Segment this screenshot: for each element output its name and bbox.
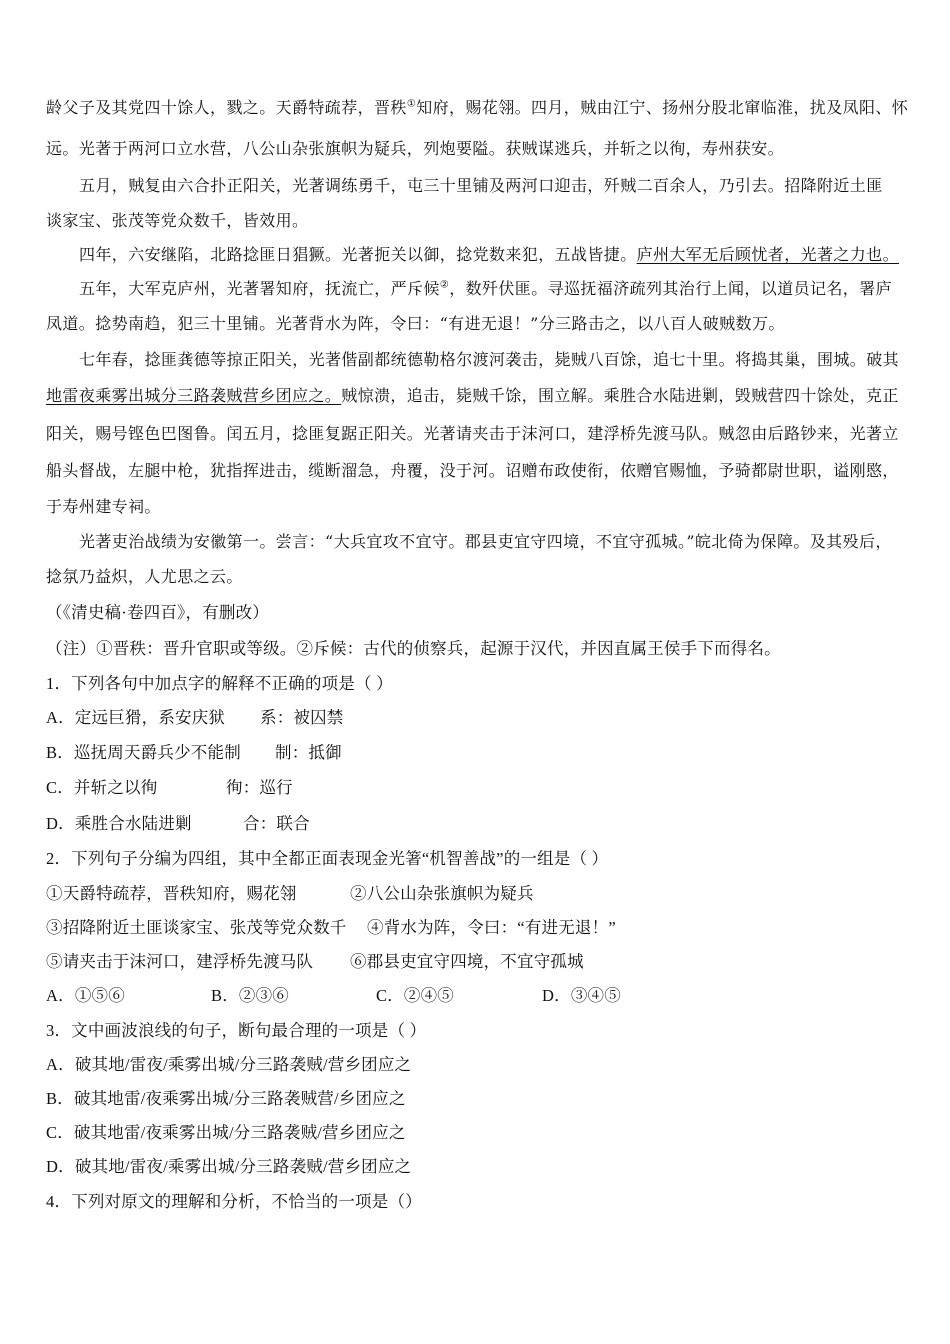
passage-line: 阳关，赐号铿色巴图鲁。闰五月，捻匪复踞正阳关。光著请夹击于沫河口，建浮桥先渡马队。贼忽由后路钞来，光著立 (46, 424, 899, 443)
question-2-choice-b[interactable]: B．②③⑥ (211, 986, 290, 1005)
question-1-stem: 1．下列各句中加点字的解释不正确的项是（ ） (46, 674, 393, 693)
footnote: （注）①晋秩：晋升官职或等级。②斥候：古代的侦察兵，起源于汉代，并因直属王侯手下而得名。 (46, 639, 781, 658)
passage-line: 地雷夜乘雾出城分三路袭贼营乡团应之。贼惊溃，追击，毙贼千馀，围立解。乘胜合水陆进剿，毁贼营四十馀处，克正 (46, 386, 899, 405)
passage-line: 于寿州建专祠。 (46, 497, 161, 516)
question-2-row: ①天爵特疏荐，晋秩知府，赐花翎 ②八公山杂张旗帜为疑兵 (46, 884, 534, 903)
passage-line: 船头督战，左腿中枪，犹指挥进击，缆断溜急，舟覆，没于河。诏赠布政使衔，依赠官赐恤，予骑都尉世职，谥刚愍， (46, 461, 899, 480)
question-3-option-a[interactable]: A．破其地/雷夜/乘雾出城/分三路袭贼/营乡团应之 (46, 1055, 412, 1074)
passage-line: 光著吏治战绩为安徽第一。尝言：“大兵宜攻不宜守。郡县吏宜守四境，不宜守孤城。”皖北倚为保障。及其殁后， (79, 532, 892, 551)
passage-line: 五年，大军克庐州，光著署知府，抚流亡，严斥候②，数歼伏匪。寻巡抚福济疏列其治行上闻，以道员记名，署庐 (79, 279, 892, 298)
underlined-sentence: 庐州大军无后顾忧者，光著之力也。 (636, 245, 900, 264)
question-1-option-d[interactable]: D．乘胜合水陆进剿 合：联合 (46, 814, 310, 833)
question-1-option-c[interactable]: C．并斩之以徇 徇：巡行 (46, 778, 293, 797)
passage-line: 四年，六安继陷，北路捻匪日猖獗。光著扼关以御，捻党数来犯，五战皆捷。庐州大军无后顾忧者，光著之力也。 (79, 245, 900, 264)
question-3-option-b[interactable]: B．破其地雷/夜乘雾出城/分三路袭贼营/乡团应之 (46, 1089, 406, 1108)
question-2-choice-a[interactable]: A．①⑤⑥ (46, 986, 125, 1005)
passage-line: 远。光著于两河口立水营，八公山杂张旗帜为疑兵，列炮要隘。获贼谋逃兵，并斩之以徇，寿州获安。 (46, 139, 785, 158)
question-2-row: ⑤请夹击于沫河口，建浮桥先渡马队 ⑥郡县吏宜守四境，不宜守孤城 (46, 952, 584, 971)
question-4-stem: 4．下列对原文的理解和分析，不恰当的一项是（） (46, 1192, 422, 1211)
wavy-sentence: 地雷夜乘雾出城分三路袭贼营乡团应之。 (46, 386, 342, 405)
passage-line: 龄父子及其党四十馀人，戮之。天爵特疏荐，晋秩①知府，赐花翎。四月，贼由江宁、扬州分股北窜临淮，扰及凤阳、怀 (46, 98, 909, 117)
question-2-choice-c[interactable]: C．②④⑤ (376, 986, 455, 1005)
question-3-option-d[interactable]: D．破其地/雷夜/乘雾出城/分三路袭贼/营乡团应之 (46, 1157, 412, 1176)
passage-line: 凤道。捻势南趋，犯三十里铺。光著背水为阵，令曰：“有进无退！”分三路击之，以八百人破贼数万。 (46, 314, 785, 333)
passage-line: 七年春，捻匪龚德等掠正阳关，光著偕副都统德勒格尔渡河袭击，毙贼八百馀，追七十里。将捣其巢，围城。破其 (79, 350, 900, 369)
question-3-option-c[interactable]: C．破其地雷/夜乘雾出城/分三路袭贼/营乡团应之 (46, 1123, 406, 1142)
question-3-stem: 3．文中画波浪线的句子，断句最合理的一项是（ ） (46, 1021, 427, 1040)
question-2-stem: 2．下列句子分编为四组，其中全都正面表现金光箸“机智善战”的一组是（ ） (46, 849, 609, 868)
passage-line: 谈家宝、张茂等党众数千，皆效用。 (46, 211, 309, 230)
note-mark: ① (406, 98, 417, 110)
source-citation: （《清史稿·卷四百》，有删改） (46, 603, 269, 622)
question-1-option-a[interactable]: A．定远巨猾，系安庆狱 系：被囚禁 (46, 708, 344, 727)
note-mark: ② (439, 279, 450, 291)
passage-line: 五月，贼复由六合扑正阳关，光著调练勇千，屯三十里铺及两河口迎击，歼贼二百余人，乃引去。招降附近土匪 (79, 176, 883, 195)
question-2-choice-d[interactable]: D．③④⑤ (542, 986, 621, 1005)
question-2-row: ③招降附近土匪谈家宝、张茂等党众数千 ④背水为阵，令曰：“有进无退！” (46, 918, 616, 937)
question-1-option-b[interactable]: B．巡抚周天爵兵少不能制 制：抵御 (46, 743, 342, 762)
passage-line: 捻氛乃益炽，人尤思之云。 (46, 567, 243, 586)
